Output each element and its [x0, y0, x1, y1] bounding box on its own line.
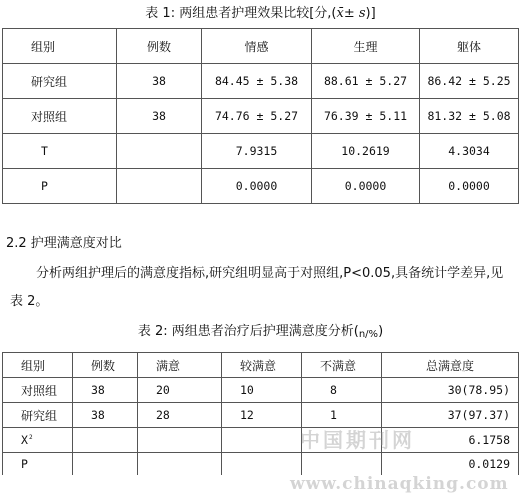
table1-header-cell: 情感 — [202, 29, 312, 64]
table1-caption — [0, 6, 521, 22]
table2-header-cell: 满意 — [138, 353, 222, 378]
table2-caption-main: 表 2: 两组患者治疗后护理满意度分析( — [137, 324, 359, 339]
table1-cell-group: 对照组 — [3, 99, 117, 134]
table-row — [3, 378, 519, 403]
table2-caption — [0, 324, 521, 341]
table1-cell-physiology: 88.61 ± 5.27 — [312, 64, 420, 99]
table2-caption-end: ) — [378, 324, 384, 339]
table2-header-cell: 不满意 — [302, 353, 382, 378]
table1-caption-end: )] — [365, 6, 376, 21]
table2-cell-satisfied: 20 — [138, 378, 222, 403]
table1-cell-stat-label: P — [3, 169, 117, 204]
table1-cell-emotion: 84.45 ± 5.38 — [202, 64, 312, 99]
table1-cell-group: 研究组 — [3, 64, 117, 99]
table1-cell-physiology: 76.39 ± 5.11 — [312, 99, 420, 134]
table-row — [3, 403, 519, 428]
table1-header-row — [3, 29, 519, 64]
table2-header-cell: 较满意 — [222, 353, 302, 378]
table2-cell-unsatisfied: 8 — [302, 378, 382, 403]
table-row — [3, 453, 519, 476]
table1-header-cell: 例数 — [117, 29, 202, 64]
table2-cell-fairly-satisfied: 12 — [222, 403, 302, 428]
watermark-site-name: 中国期刊网 — [300, 428, 415, 452]
table2-cell-group: 研究组 — [3, 403, 73, 428]
table-row — [3, 169, 519, 204]
table1-header-cell: 生理 — [312, 29, 420, 64]
table2-cell-empty — [138, 428, 222, 453]
table2-cell-n: 38 — [73, 403, 138, 428]
table1-cell-emotion: 7.9315 — [202, 134, 312, 169]
table2-cell-n: 38 — [73, 378, 138, 403]
table2-cell-unsatisfied: 1 — [302, 403, 382, 428]
table2-cell-satisfied: 28 — [138, 403, 222, 428]
table1-cell-stat-label: T — [3, 134, 117, 169]
table1-cell-n: 38 — [117, 64, 202, 99]
table2-cell-chi-value: 6.1758 — [382, 428, 519, 453]
table2-cell-empty — [222, 428, 302, 453]
table1-caption-stat: x̄± s — [336, 6, 366, 21]
table2-cell-fairly-satisfied: 10 — [222, 378, 302, 403]
table2-cell-group: 对照组 — [3, 378, 73, 403]
table2-cell-total: 37(97.37) — [382, 403, 519, 428]
chi-label-sup: 2 — [28, 434, 33, 442]
table2-cell-total: 30(78.95) — [382, 378, 519, 403]
table2-header-cell: 例数 — [73, 353, 138, 378]
table1-cell-body: 81.32 ± 5.08 — [420, 99, 519, 134]
section-paragraph: 分析两组护理后的满意度指标,研究组明显高于对照组,P<0.05,具备统计学差异,见表 2。 — [10, 266, 504, 309]
table2-header-row — [3, 353, 519, 378]
table1-caption-main: 表 1: 两组患者护理效果比较[分,( — [145, 6, 337, 21]
table-row — [3, 64, 519, 99]
table1-header-cell: 组别 — [3, 29, 117, 64]
table1-cell-empty — [117, 169, 202, 204]
table1-cell-body: 86.42 ± 5.25 — [420, 64, 519, 99]
table2-cell-empty — [222, 453, 302, 476]
table1 — [2, 28, 519, 204]
table1-cell-empty — [117, 134, 202, 169]
table2-caption-unit: n/% — [358, 329, 379, 340]
table2 — [2, 352, 519, 475]
table2-cell-empty — [302, 453, 382, 476]
table1-cell-emotion: 74.76 ± 5.27 — [202, 99, 312, 134]
table2-header-cell: 组别 — [3, 353, 73, 378]
section-heading: 2.2 护理满意度对比 — [6, 236, 122, 251]
table1-cell-emotion: 0.0000 — [202, 169, 312, 204]
table1-header-cell: 躯体 — [420, 29, 519, 64]
table1-cell-n: 38 — [117, 99, 202, 134]
watermark-site-url: www.chinaqking.com — [290, 474, 509, 494]
table2-header-cell: 总满意度 — [382, 353, 519, 378]
table1-cell-body: 4.3034 — [420, 134, 519, 169]
table2-cell-p-value: 0.0129 — [382, 453, 519, 476]
table-row — [3, 134, 519, 169]
table2-cell-empty — [73, 428, 138, 453]
table-row — [3, 99, 519, 134]
chi-label-text: X — [21, 433, 28, 447]
table2-cell-p-label: P — [3, 453, 73, 476]
table2-cell-chi-label — [3, 428, 73, 453]
table1-cell-physiology: 10.2619 — [312, 134, 420, 169]
table2-cell-empty — [73, 453, 138, 476]
table2-cell-empty — [138, 453, 222, 476]
table1-cell-body: 0.0000 — [420, 169, 519, 204]
table1-cell-physiology: 0.0000 — [312, 169, 420, 204]
table-row — [3, 428, 519, 453]
